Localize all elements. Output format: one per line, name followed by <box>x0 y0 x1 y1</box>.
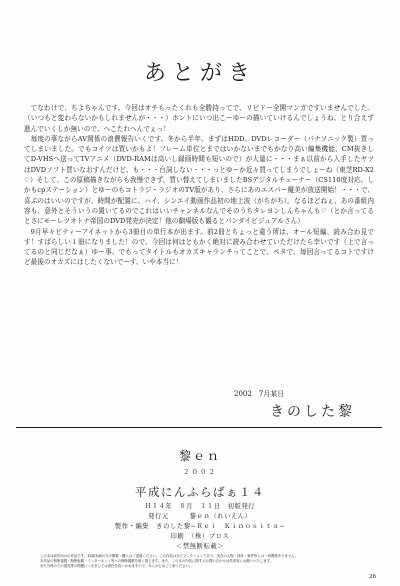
afterword-paragraph: 9月早々ピティーアイネットから3冊目の単行本が出ます。前2冊とちょっと違う所は、オール短編、読み合わ見です！すばらしい１冊になりました！ので、今回は何はともかく絶対に読み合わせていただけたら幸いです（上で言ってるのと同じだなぁ）ゆー事、でもってタイトルもオカズキャランチってことで、ペタで、毎回言ってるコトですけど最後のオカズにはしたくないでーす、いや本当に！ <box>24 227 374 267</box>
page-number: 26 <box>369 574 376 580</box>
afterword-body <box>24 103 374 268</box>
disclaimer-line: この本は成年向けの作品です。18歳未満の方の閲覧・購入はご遠慮ください。この作品は全てフィクションであり、実在の人物・団体・事件等とは一切関係ありません。 <box>40 554 299 558</box>
circle-name: 黎ｅｎ <box>178 449 221 463</box>
author-signature: きのした黎 <box>270 404 355 420</box>
printer-line: 印刷 （株）ブロス <box>170 533 230 540</box>
disclaimer-text <box>40 554 358 570</box>
section-divider <box>16 427 382 428</box>
afterword-title: あとがき <box>143 61 256 86</box>
afterword-paragraph: てなわけで、ちよちゃんです。今回はオチもったくれも全勝持ってで、リビドー全開マンガですいませんでした。（いつもと変わらないかもしれませんが・・・）ホントにいつ出こーゆーの描いていけるんでしょうね、とり合えず進んでいくしか無いので、へこたれへんでぇっ！ <box>24 104 374 133</box>
afterword-date: 2002 7月某日 <box>234 390 285 398</box>
reprint-notice: ＜禁無断転載＞ <box>175 543 225 550</box>
book-title: 平成にんふらばぁ１４ <box>135 485 265 499</box>
author-editor-line: 製作・編集 きのした黎−Ｒｅｉ Ｋｉｎｏｓｉｔａ− <box>114 523 286 530</box>
afterword-paragraph: 毎度の事ながらAV関係の浪費報告いくです。冬から半年、まずはHDD、DVDレコーダー（パナソニック製）買ってしまいました。でもコイツは買いかもよ！フレーム単位とまではいかないまでもかなり高い編集機能、CM抜きしてD-VHSへ送ってTVアニメ（DVD-RAMは高いし録画時間も短いので）が大量に・・・まぁ以前から入手したヤツはDVDソフト買いなおすんだけど、も・・・台詞しない・・・っとゆーか近々買ってしまうでしょーね（東芝RD-X2♡）そして、この原稿描きながらも我慢できず、買い替えてしまいましたBSデジタルチューナー（CS110度対応、しかもcpステーション）とゆーのもコトラジ・ラジオのTV版があり、さらにあのエスパー魔美が放送開始！・・・で、喜ぶのはいいのですが、時間が配置に、ハイ、シンエイ動画作品初の地上波（がちがち）。なるほどねぇ、あの番組内容も、意外とそういうの置いてるのでこれはいいチャンネルなんでそのうちタレヨンしんちゃんも♡（とか言ってるとさにモーレツオトナ帝国のDVD発売が決定！他の劇場版も観るとパンダイビジュアルさん） <box>24 134 374 226</box>
disclaimer-line: 本作品の無断複製・無断転載・インターネット等への無断掲載を固く禁じます。また、この本の内容に関するお問い合わせは作者宛にお願いいたします。 <box>40 559 274 564</box>
colophon-year: ２００２ <box>183 468 217 476</box>
disclaimer-line: また当時のでの発売等の問題につきましては責任を負いかねますので、あらかじめご了承ください。 <box>40 564 193 569</box>
publisher-line: 発行元 黎ｅｎ（れいえん） <box>148 513 252 520</box>
issue-date: Ｈ１４年 ８月 １１日 初版発行 <box>144 503 256 510</box>
